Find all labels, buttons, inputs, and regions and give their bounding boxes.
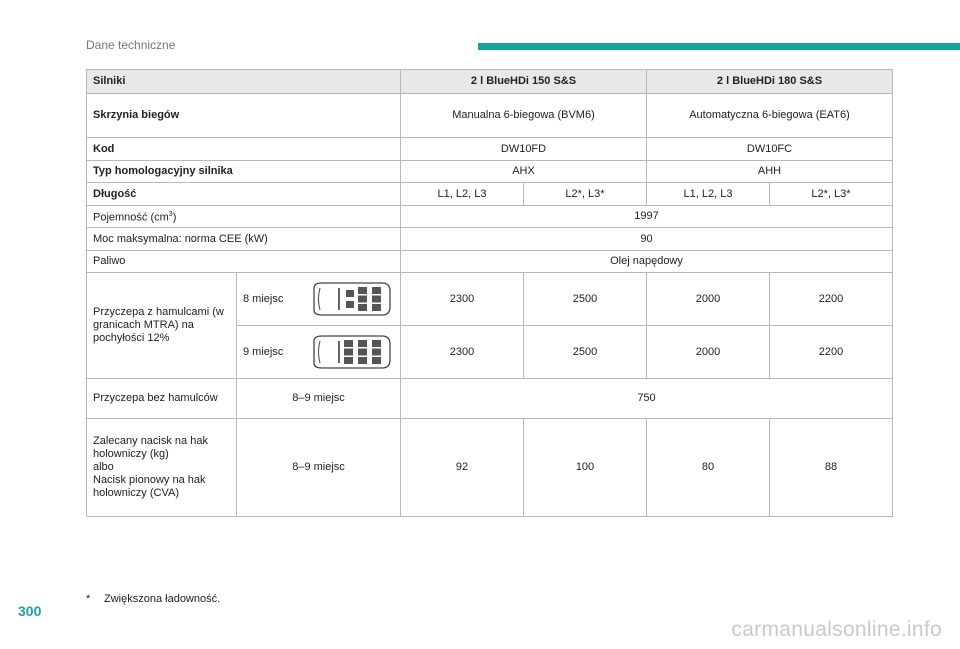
table-row [87,138,893,161]
braked-9-d: 2200 [770,326,893,379]
table-row [87,228,893,251]
hitch-label [87,419,237,517]
gearbox-150: Manualna 6-biegowa (BVM6) [401,94,647,138]
unbraked-label: Przyczepa bez hamulców [87,379,237,419]
power-value: 90 [401,228,893,251]
power-label: Moc maksymalna: norma CEE (kW) [87,228,401,251]
length-b: L2*, L3* [524,183,647,206]
header-engine-150: 2 l BlueHDi 150 S&S [401,70,647,94]
braked-9-b: 2500 [524,326,647,379]
seats-8-label: 8 miejsc [243,292,284,305]
braked-8-d: 2200 [770,273,893,326]
hitch-label-line: holowniczy (CVA) [93,487,179,499]
braked-seats-8 [237,273,401,326]
displacement-value: 1997 [401,206,893,228]
section-title: Dane techniczne [86,38,176,52]
displacement-sup: 3 [168,211,173,219]
hitch-label-line: albo [93,461,114,473]
code-180: DW10FC [647,138,893,161]
accent-bar [478,43,960,50]
homologation-150: AHX [401,161,647,183]
footnote-text: Zwiększona ładowność. [104,593,221,605]
seats-9-label: 9 miejsc [243,345,284,358]
van-9-seats-icon [308,333,394,371]
page-number: 300 [18,603,42,619]
braked-8-a: 2300 [401,273,524,326]
hitch-label-line: Nacisk pionowy na hak [93,474,206,486]
table-row [87,161,893,183]
homologation-label: Typ homologacyjny silnika [87,161,401,183]
length-a: L1, L2, L3 [401,183,524,206]
table-row [87,251,893,273]
hitch-c: 80 [647,419,770,517]
header-engine-180: 2 l BlueHDi 180 S&S [647,70,893,94]
hitch-d: 88 [770,419,893,517]
table-row [87,183,893,206]
spec-table [86,69,893,517]
unbraked-value: 750 [401,379,893,419]
header-engines: Silniki [87,70,401,94]
table-row [87,94,893,138]
hitch-label-line: Zalecany nacisk na hak [93,435,208,447]
displacement-label-text: Pojemność (cm [93,211,169,224]
table-header-row [87,70,893,94]
table-row [87,419,893,517]
homologation-180: AHH [647,161,893,183]
fuel-label: Paliwo [87,251,401,273]
code-150: DW10FD [401,138,647,161]
footnote-marker: * [86,593,91,605]
length-label: Długość [87,183,401,206]
table-row [87,206,893,228]
table-row [87,273,893,326]
unbraked-seats: 8–9 miejsc [237,379,401,419]
length-d: L2*, L3* [770,183,893,206]
braked-seats-9 [237,326,401,379]
footnote [86,593,220,605]
code-label: Kod [87,138,401,161]
hitch-label-line: holowniczy (kg) [93,448,169,460]
table-row [87,379,893,419]
watermark: carmanualsonline.info [731,618,942,641]
van-8-seats-icon [308,280,394,318]
gearbox-label: Skrzynia biegów [87,94,401,138]
braked-8-c: 2000 [647,273,770,326]
displacement-label [87,206,401,228]
hitch-a: 92 [401,419,524,517]
displacement-label-end: ) [172,211,177,224]
fuel-value: Olej napędowy [401,251,893,273]
hitch-b: 100 [524,419,647,517]
length-c: L1, L2, L3 [647,183,770,206]
braked-9-a: 2300 [401,326,524,379]
hitch-seats: 8–9 miejsc [237,419,401,517]
braked-8-b: 2500 [524,273,647,326]
gearbox-180: Automatyczna 6-biegowa (EAT6) [647,94,893,138]
braked-label: Przyczepa z hamulcami (w granicach MTRA) na pochyłości 12% [87,273,237,379]
braked-9-c: 2000 [647,326,770,379]
